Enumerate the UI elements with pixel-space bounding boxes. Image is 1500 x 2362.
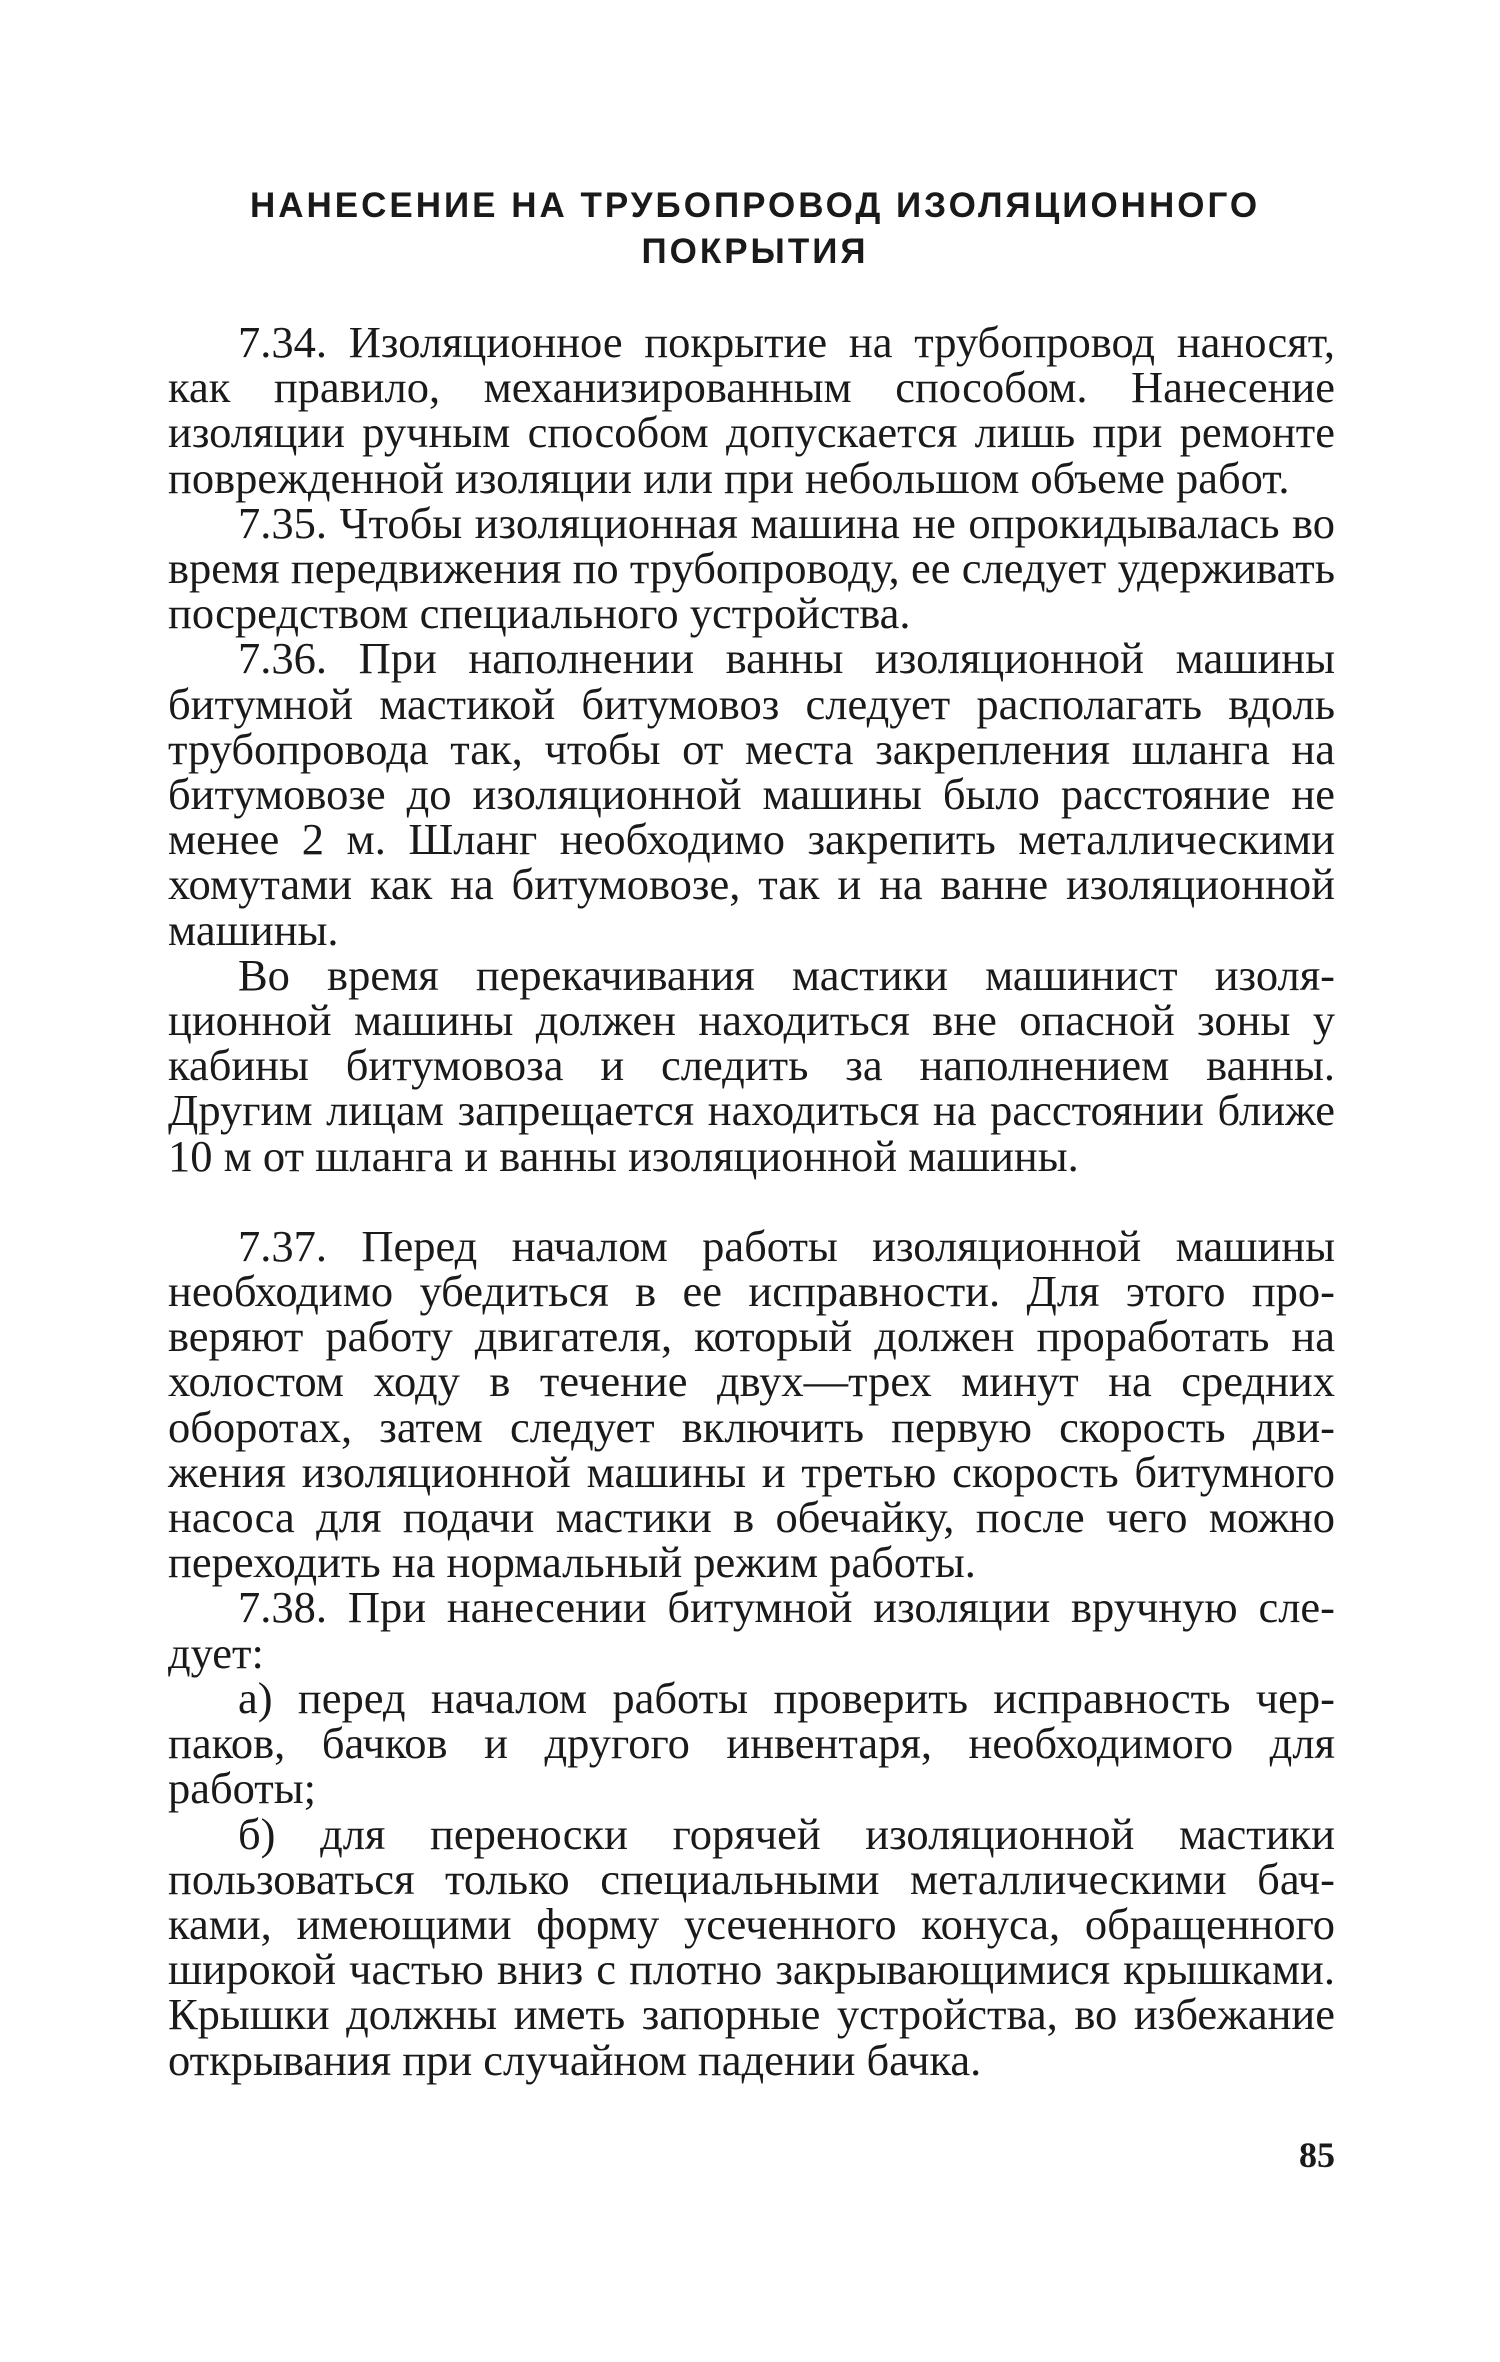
section-heading-line-1: НАНЕСЕНИЕ НА ТРУБОПРОВОД ИЗОЛЯЦИОННОГО [249, 186, 1261, 225]
paragraph-item-a: а) перед началом работы проверить исправность черпаков, бачков и другого инвентаря, необходимого для работы; [168, 1672, 1335, 1814]
paragraph-7-35: 7.35. Чтобы изоляционная машина не опрокидывалась во время передвижения по трубопроводу, ее следует удерживать посредством специального устройства. [168, 497, 1335, 639]
paragraph-7-38: 7.38. При нанесении битумной изоляции вручную следует: [168, 1582, 1335, 1678]
paragraph-7-34: 7.34. Изоляционное покрытие на трубопровод наносят, как правило, механизированным способом. Нанесение изоляции ручным способом допускается лишь при ремонте поврежденной изоляции или при небольшом объеме работ. [168, 317, 1335, 503]
paragraph-pumping: Во время перекачивания мастики машинист изоляционной машины должен находиться вне опасной зоны у кабины битумовоза и следить за наполнением ванны. Другим лицам запрещается находиться на расстоянии ближе 10 м от шланга и ванны изоляционной машины. [168, 949, 1335, 1181]
body-text [168, 317, 1335, 2085]
page-number: 85 [1299, 2135, 1335, 2175]
section-heading-line-2: ПОКРЫТИЯ [641, 232, 869, 271]
paragraph-item-b: б) для переноски горячей изоляционной мастики пользоваться только специальными металлическими бачками, имеющими форму усеченного конуса, обращенного широкой частью вниз с плотно закрывающимися крышками. Крышки должны иметь запорные устройства, во избежание открывания при случайном падении бачка. [168, 1808, 1335, 2085]
paragraph-7-37: 7.37. Перед началом работы изоляционной машины необходимо убедиться в ее исправности. Для этого проверяют работу двигателя, который должен проработать на холостом ходу в течение двух—трех минут на средних оборотах, затем следует включить первую скорость движения изоляционной машины и третью скорость битумного насоса для подачи мастики в обечайку, после чего можно переходить на нормальный режим работы. [168, 1220, 1335, 1588]
paragraph-7-36: 7.36. При наполнении ванны изоляционной машины битумной мастикой битумовоз следует располагать вдоль трубопровода так, чтобы от места закрепления шланга на битумовозе до изоляционной машины было расстояние не менее 2 м. Шланг необходимо закрепить металлическими хомутами как на битумовозе, так и на ванне изоляционной машины. [168, 633, 1335, 955]
